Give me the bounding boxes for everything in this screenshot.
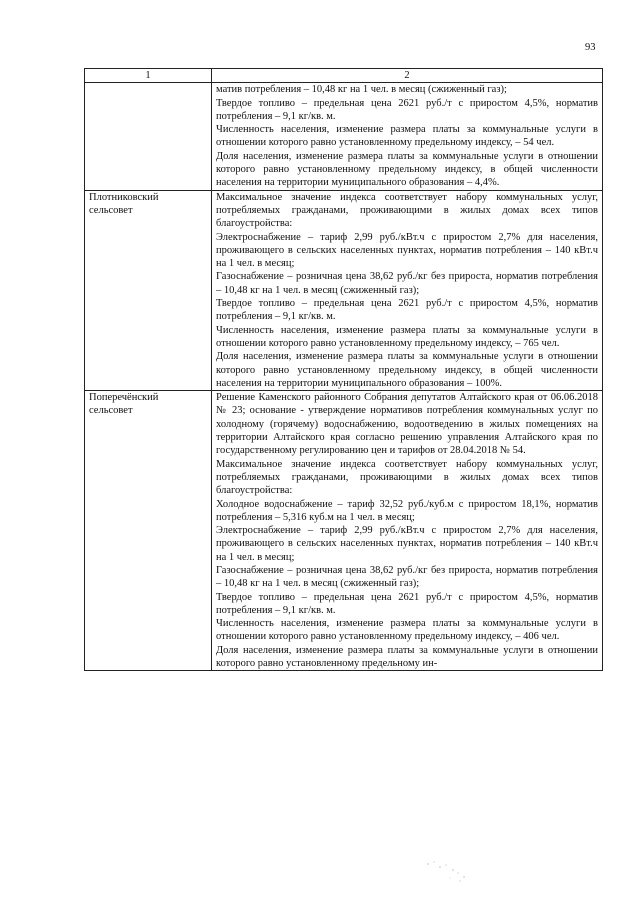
municipality-name-line: Плотниковский [89, 191, 159, 203]
description-paragraph: Доля населения, изменение размера платы за коммунальные услуги в отношении которого равно установленному предельному индексу, в общей численности населения на территории муниципального образования – 100%. [216, 351, 598, 389]
description-paragraph: Газоснабжение – розничная цена 38,62 руб./кг без прироста, норматив потребления – 10,48 кг на 1 чел. в месяц (сжиженный газ); [216, 271, 598, 296]
description-paragraph: Твердое топливо – предельная цена 2621 руб./т с приростом 4,5%, норматив потребления – 9,1 кг/кв. м. [216, 97, 598, 122]
municipality-name-line: сельсовет [89, 204, 133, 216]
description-paragraph: Доля населения, изменение размера платы за коммунальные услуги в отношении которого равно установленному предельному ин- [216, 644, 598, 670]
description-paragraph: Твердое топливо – предельная цена 2621 руб./т с приростом 4,5%, норматив потребления – 9,1 кг/кв. м. [216, 591, 598, 616]
description-cell [212, 190, 603, 390]
description-paragraph: Холодное водоснабжение – тариф 32,52 руб./куб.м с приростом 18,1%, норматив потребления – 5,316 куб.м на 1 чел. в месяц; [216, 498, 598, 523]
description-paragraph: Твердое топливо – предельная цена 2621 руб./т с приростом 4,5%, норматив потребления – 9,1 кг/кв. м. [216, 298, 598, 323]
header-row [85, 69, 603, 83]
description-paragraph: Численность населения, изменение размера платы за коммунальные услуги в отношении которого равно установленному предельному индексу, – 765 чел. [216, 324, 598, 349]
description-cell [212, 391, 603, 671]
description-paragraph: Максимальное значение индекса соответствует набору коммунальных услуг, потребляемых гражданами, проживающими в жилых домах всех типов благоустройства: [216, 458, 598, 497]
description-paragraph: Численность населения, изменение размера платы за коммунальные услуги в отношении которого равно установленному предельному индексу, – 406 чел. [216, 618, 598, 643]
description-paragraph: Электроснабжение – тариф 2,99 руб./кВт.ч с приростом 2,7% для населения, проживающего в сельских населенных пунктах, норматив потребления – 140 кВт.ч на 1 чел. в месяц; [216, 525, 598, 563]
header-cell-1: 1 [85, 69, 212, 83]
description-paragraph: Решение Каменского районного Собрания депутатов Алтайского края от 06.06.2018 № 23; основание - утверждение нормативов потребления коммунальных услуг по холодному (горячему) водоснабжению, водоотведению в жилых помещениях на территории Алтайского края согласно решению управления Алтайского края по государственному регулированию цен и тарифов от 28.04.2018 № 54. [216, 392, 598, 457]
table-row [85, 391, 603, 671]
description-paragraph: Электроснабжение – тариф 2,99 руб./кВт.ч с приростом 2,7% для населения, проживающего в сельских населенных пунктах, норматив потребления – 140 кВт.ч на 1 чел. в месяц; [216, 231, 598, 270]
description-paragraph: Газоснабжение – розничная цена 38,62 руб./кг без прироста, норматив потребления – 10,48 кг на 1 чел. в месяц (сжиженный газ); [216, 564, 598, 590]
header-cell-2: 2 [212, 69, 603, 83]
data-table [84, 68, 603, 671]
table-row [85, 190, 603, 390]
municipality-name-line: Поперечёнский [89, 392, 159, 404]
municipality-name-line: сельсовет [89, 405, 133, 417]
description-cell [212, 83, 603, 190]
municipality-name-cell [85, 391, 212, 671]
description-paragraph: матив потребления – 10,48 кг на 1 чел. в месяц (сжиженный газ); [216, 84, 507, 96]
description-paragraph: Доля населения, изменение размера платы за коммунальные услуги в отношении которого равно установленному предельному индексу, в общей численности населения на территории муниципального образования – 4,4%. [216, 150, 598, 189]
page-number: 93 [585, 42, 596, 53]
description-paragraph: Численность населения, изменение размера платы за коммунальные услуги в отношении которого равно установленному предельному индексу, – 54 чел. [216, 124, 598, 149]
description-paragraph: Максимальное значение индекса соответствует набору коммунальных услуг, потребляемых гражданами, проживающими в жилых домах всех типов благоустройства: [216, 191, 598, 230]
scan-specks [420, 858, 480, 888]
municipality-name-cell [85, 190, 212, 390]
table-row [85, 83, 603, 190]
municipality-name-cell [85, 83, 212, 190]
